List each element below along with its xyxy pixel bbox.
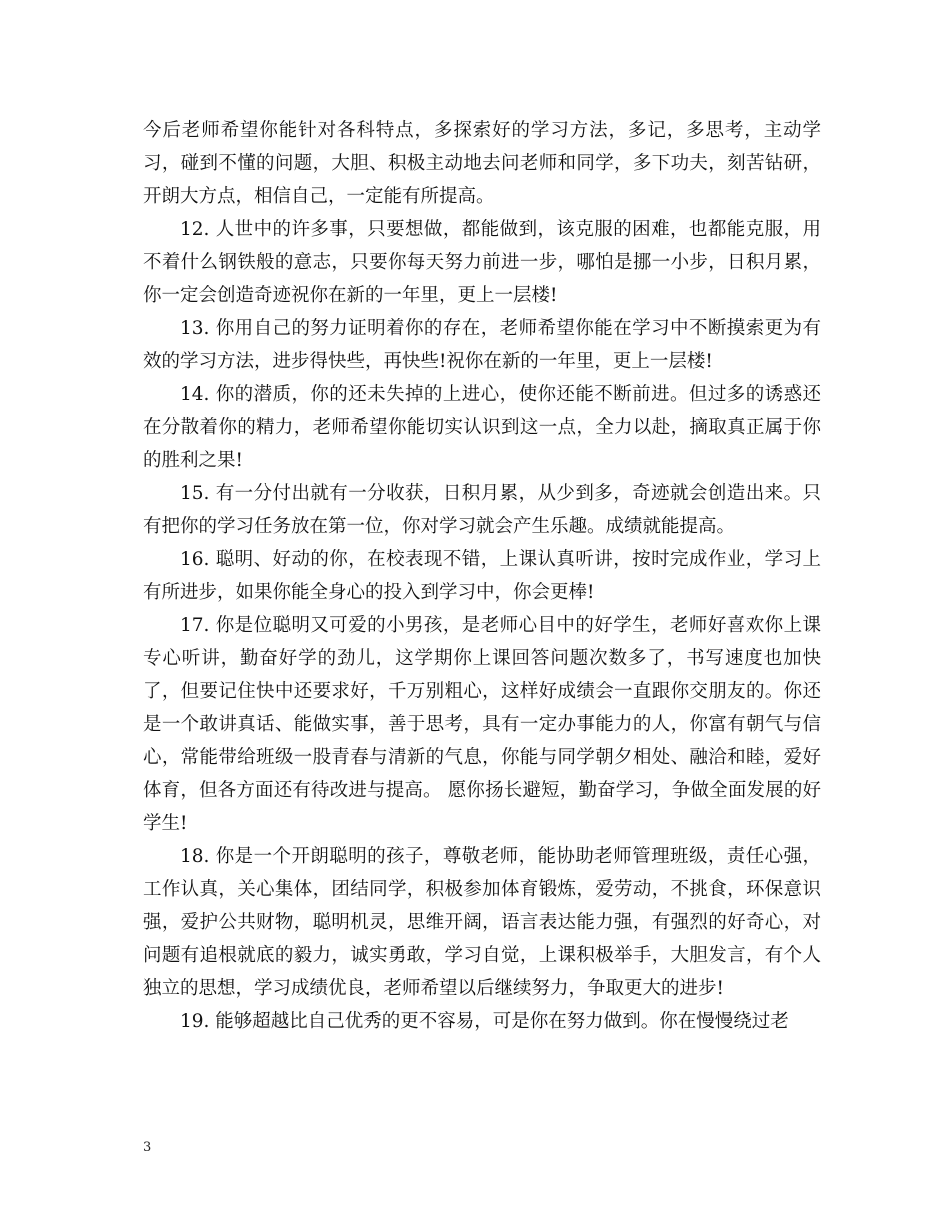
- paragraph-item-12: 12. 人世中的许多事，只要想做，都能做到，该克服的困难，也都能克服，用不着什么钢铁般的意志，只要你每天努力前进一步，哪怕是挪一小步，日积月累，你一定会创造奇迹祝你在新的一年里，更上一层楼!: [143, 219, 821, 306]
- paragraph-item-16: 16. 聪明、好动的你，在校表现不错，上课认真听讲，按时完成作业，学习上有所进步，如果你能全身心的投入到学习中，你会更棒!: [143, 549, 821, 603]
- paragraph-item-13: 13. 你用自己的努力证明着你的存在，老师希望你能在学习中不断摸索更为有效的学习方法，进步得快些，再快些!祝你在新的一年里，更上一层楼!: [143, 318, 821, 372]
- paragraph-item-18: 18. 你是一个开朗聪明的孩子，尊敬老师，能协助老师管理班级，责任心强，工作认真，关心集体，团结同学，积极参加体育锻炼，爱劳动，不挑食，环保意识强，爱护公共财物，聪明机灵，思维开阔，语言表达能力强，有强烈的好奇心，对问题有追根就底的毅力，诚实勇敢，学习自觉，上课积极举手，大胆发言，有个人独立的思想，学习成绩优良，老师希望以后继续努力，争取更大的进步!: [143, 846, 821, 999]
- paragraph-item-17: 17. 你是位聪明又可爱的小男孩，是老师心目中的好学生，老师好喜欢你上课专心听讲，勤奋好学的劲儿，这学期你上课回答问题次数多了，书写速度也加快了，但要记住快中还要求好，千万别粗心，这样好成绩会一直跟你交朋友的。你还是一个敢讲真话、能做实事，善于思考，具有一定办事能力的人，你富有朝气与信心，常能带给班级一股青春与清新的气息，你能与同学朝夕相处、融洽和睦，爱好体育，但各方面还有待改进与提高。 愿你扬长避短，勤奋学习，争做全面发展的好学生!: [143, 615, 821, 834]
- paragraph-continuation: 今后老师希望你能针对各科特点，多探索好的学习方法，多记，多思考，主动学习，碰到不懂的问题，大胆、积极主动地去问老师和同学，多下功夫，刻苦钻研，开朗大方点，相信自己，一定能有所提高。: [143, 120, 821, 207]
- paragraph-item-14: 14. 你的潜质，你的还未失掉的上进心，使你还能不断前进。但过多的诱惑还在分散着你的精力，老师希望你能切实认识到这一点，全力以赴，摘取真正属于你的胜利之果!: [143, 384, 821, 471]
- paragraph-item-15: 15. 有一分付出就有一分收获，日积月累，从少到多，奇迹就会创造出来。只有把你的学习任务放在第一位，你对学习就会产生乐趣。成绩就能提高。: [143, 483, 821, 537]
- document-body: [143, 114, 821, 1038]
- page-number: 3: [143, 1140, 152, 1155]
- paragraph-item-19: 19. 能够超越比自己优秀的更不容易，可是你在努力做到。你在慢慢绕过老: [180, 1011, 789, 1032]
